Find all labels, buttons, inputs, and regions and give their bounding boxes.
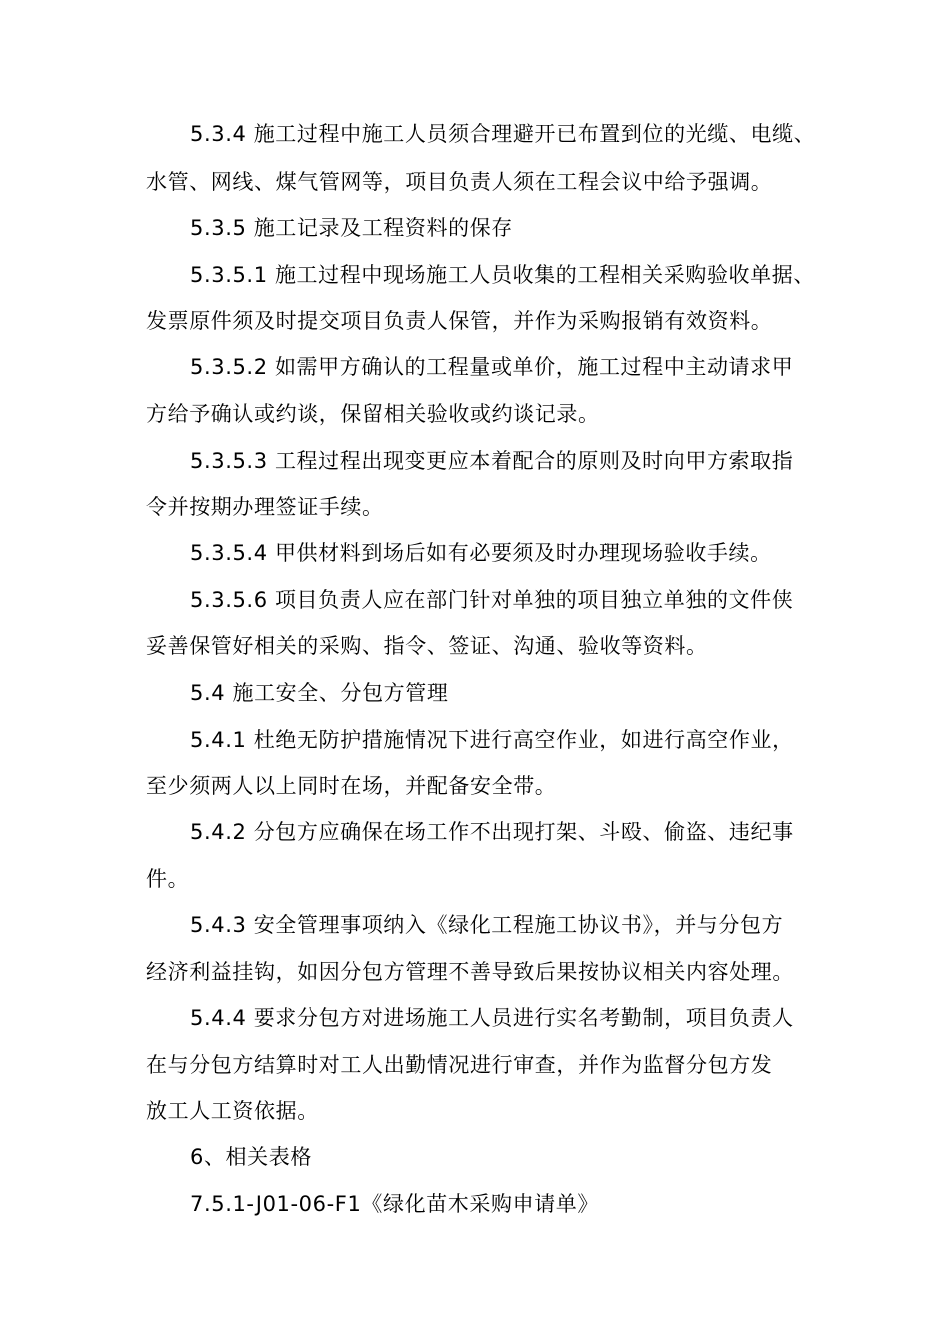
paragraph-line: 发票原件须及时提交项目负责人保管，并作为采购报销有效资料。: [146, 309, 773, 333]
paragraph-line: 方给予确认或约谈，保留相关验收或约谈记录。: [146, 402, 600, 426]
section-heading: 5.4 施工安全、分包方管理: [190, 681, 449, 705]
paragraph-line: 放工人工资依据。: [146, 1099, 319, 1123]
paragraph-line: 经济利益挂钩，如因分包方管理不善导致后果按协议相关内容处理。: [146, 960, 794, 984]
paragraph-line: 5.4.3 安全管理事项纳入《绿化工程施工协议书》，并与分包方: [190, 913, 784, 937]
paragraph-line: 令并按期办理签证手续。: [146, 495, 384, 519]
paragraph-line: 5.3.5.3 工程过程出现变更应本着配合的原则及时向甲方索取指: [190, 449, 794, 473]
paragraph-line: 5.3.5.2 如需甲方确认的工程量或单价，施工过程中主动请求甲: [190, 355, 794, 379]
paragraph-line: 件。: [146, 867, 190, 891]
paragraph-line: 妥善保管好相关的采购、指令、签证、沟通、验收等资料。: [146, 634, 708, 658]
section-heading: 5.3.5 施工记录及工程资料的保存: [190, 216, 513, 240]
paragraph-line: 5.3.4 施工过程中施工人员须合理避开已布置到位的光缆、电缆、: [190, 122, 816, 146]
paragraph-line: 至少须两人以上同时在场，并配备安全带。: [146, 774, 557, 798]
paragraph-line: 在与分包方结算时对工人出勤情况进行审查，并作为监督分包方发: [146, 1053, 773, 1077]
form-reference: 7.5.1-J01-06-F1《绿化苗木采购申请单》: [190, 1192, 600, 1216]
paragraph-line: 5.4.1 杜绝无防护措施情况下进行高空作业，如进行高空作业，: [190, 728, 794, 752]
paragraph-line: 5.3.5.6 项目负责人应在部门针对单独的项目独立单独的文件侠: [190, 588, 794, 612]
section-heading: 6、相关表格: [190, 1145, 312, 1169]
paragraph-line: 5.4.2 分包方应确保在场工作不出现打架、斗殴、偷盗、违纪事: [190, 820, 794, 844]
paragraph-line: 5.4.4 要求分包方对进场施工人员进行实名考勤制，项目负责人: [190, 1006, 794, 1030]
paragraph-line: 水管、网线、煤气管网等，项目负责人须在工程会议中给予强调。: [146, 170, 773, 194]
paragraph-line: 5.3.5.1 施工过程中现场施工人员收集的工程相关采购验收单据、: [190, 263, 815, 287]
paragraph-line: 5.3.5.4 甲供材料到场后如有必要须及时办理现场验收手续。: [190, 541, 772, 565]
